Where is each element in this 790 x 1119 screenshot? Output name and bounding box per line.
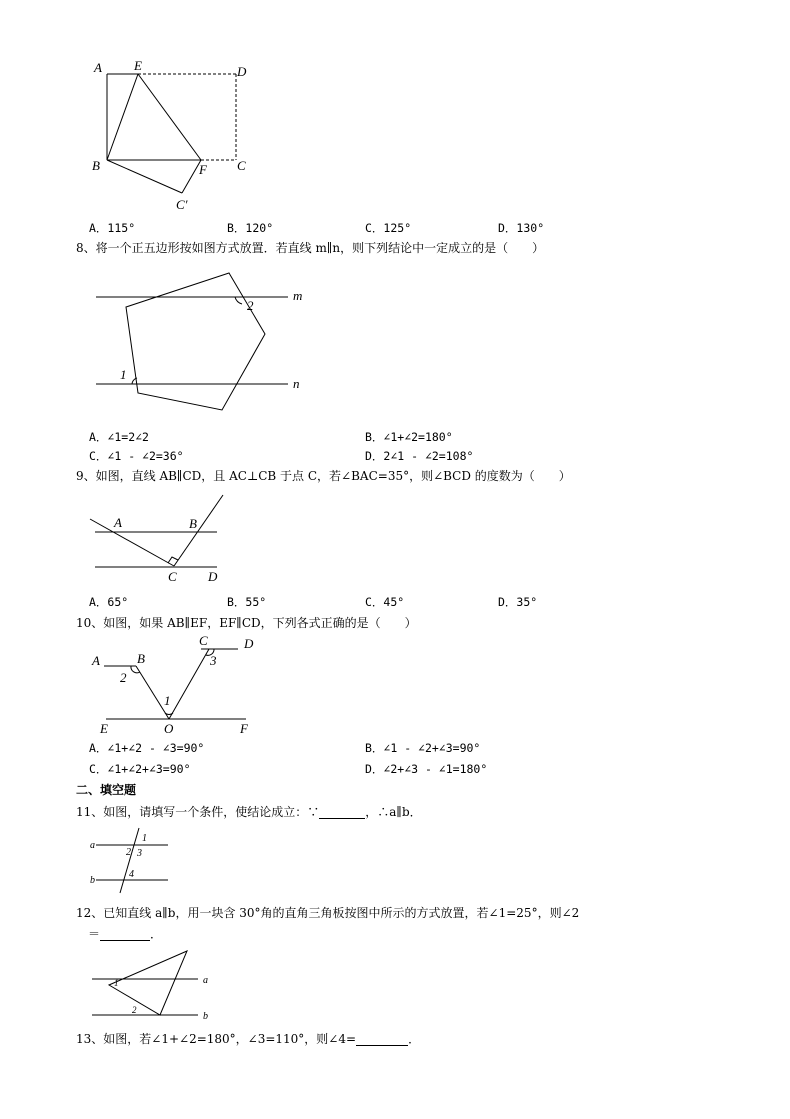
q12-label-b: b — [203, 1011, 208, 1022]
q10-option-a[interactable]: A．∠1+∠2 - ∠3=90° — [89, 741, 205, 755]
q7-label-A: A — [94, 60, 102, 75]
q10-option-c[interactable]: C．∠1+∠2+∠3=90° — [89, 762, 191, 776]
q7-option-a[interactable]: A．115° — [89, 221, 136, 235]
q10-label-D: D — [244, 636, 254, 651]
q8-label-m: m — [293, 288, 303, 303]
q8-pentagon-figure — [92, 268, 312, 416]
q12-figure — [88, 946, 218, 1021]
q12-question-cont — [88, 927, 162, 941]
q11-label-b: b — [90, 875, 95, 886]
q12-angle-1: 1 — [114, 978, 119, 988]
q10-label-A: A — [92, 653, 100, 668]
q8-angle-1: 1 — [120, 367, 127, 382]
q9-label-A: A — [114, 515, 122, 530]
q7-option-c[interactable]: C．125° — [365, 221, 412, 235]
section-heading-fill-in: 二、填空题 — [76, 783, 137, 797]
q7-label-C: C — [237, 158, 246, 173]
q12-answer-blank[interactable] — [100, 927, 150, 941]
q8-option-c[interactable]: C．∠1 - ∠2=36° — [89, 449, 184, 463]
q10-option-d[interactable]: D．∠2+∠3 - ∠1=180° — [365, 762, 488, 776]
q7-label-F: F — [199, 162, 207, 177]
q7-option-b[interactable]: B．120° — [227, 221, 274, 235]
q8-label-n: n — [293, 376, 300, 391]
q10-figure — [88, 633, 258, 738]
q11-label-a: a — [90, 840, 95, 851]
q9-option-d[interactable]: D．35° — [498, 595, 538, 609]
q12-question-text: 12、已知直线 a∥b，用一块含 30°角的直角三角板按图中所示的方式放置，若∠1=25°，则∠2 — [76, 906, 580, 920]
q11-angle-2: 2 — [126, 847, 131, 858]
q11-text-a: 11、如图，请填写一个条件，使结论成立：∵ — [76, 805, 320, 819]
q7-label-B: B — [92, 158, 100, 173]
q10-angle-3: 3 — [210, 653, 217, 668]
q11-angle-3: 3 — [137, 848, 142, 859]
q7-label-D: D — [237, 64, 247, 79]
q9-label-C: C — [168, 569, 177, 584]
q10-label-B: B — [137, 651, 145, 666]
q11-angle-4: 4 — [129, 869, 134, 880]
q12-label-a: a — [203, 975, 208, 986]
q9-option-a[interactable]: A．65° — [89, 595, 129, 609]
q13-answer-blank[interactable] — [356, 1032, 408, 1046]
q11-answer-blank[interactable] — [319, 805, 365, 819]
q13-question — [76, 1032, 420, 1046]
q9-question-text: 9、如图，直线 AB∥CD，且 AC⊥CB 于点 C，若∠BAC=35°，则∠BCD 的度数为（ ） — [76, 469, 571, 483]
q10-question-text: 10、如图，如果 AB∥EF，EF∥CD，下列各式正确的是（ ） — [76, 616, 417, 630]
q7-label-E: E — [134, 58, 142, 73]
q10-label-C: C — [199, 633, 208, 648]
q10-label-F: F — [240, 721, 248, 736]
q10-option-b[interactable]: B．∠1 - ∠2+∠3=90° — [365, 741, 481, 755]
q7-label-Cprime: C′ — [176, 197, 188, 212]
q9-label-D: D — [208, 569, 218, 584]
q11-angle-1: 1 — [142, 833, 147, 844]
q10-angle-2: 2 — [120, 670, 127, 685]
q8-option-d[interactable]: D．2∠1 - ∠2=108° — [365, 449, 474, 463]
q11-figure — [88, 827, 178, 897]
q12-text-c: ． — [150, 927, 163, 941]
q9-figure — [88, 492, 233, 587]
q9-label-B: B — [189, 516, 197, 531]
q8-option-b[interactable]: B．∠1+∠2=180° — [365, 430, 453, 444]
q8-question-text: 8、将一个正五边形按如图方式放置．若直线 m∥n，则下列结论中一定成立的是（ ） — [76, 241, 545, 255]
q10-label-O: O — [164, 721, 174, 736]
q10-angle-1: 1 — [164, 693, 171, 708]
q12-text-b: ＝ — [88, 927, 101, 941]
q9-option-c[interactable]: C．45° — [365, 595, 405, 609]
q9-option-b[interactable]: B．55° — [227, 595, 267, 609]
q8-option-a[interactable]: A．∠1=2∠2 — [89, 430, 149, 444]
q12-angle-2: 2 — [132, 1005, 137, 1015]
q11-text-b: ，∴a∥b． — [365, 805, 422, 819]
q13-text-a: 13、如图，若∠1+∠2=180°，∠3=110°，则∠4= — [76, 1032, 357, 1046]
q10-label-E: E — [100, 721, 108, 736]
q8-angle-2: 2 — [247, 298, 254, 313]
q7-option-d[interactable]: D．130° — [498, 221, 545, 235]
q11-question — [76, 805, 422, 819]
q13-text-b: ． — [408, 1032, 421, 1046]
q7-figure — [88, 58, 258, 213]
